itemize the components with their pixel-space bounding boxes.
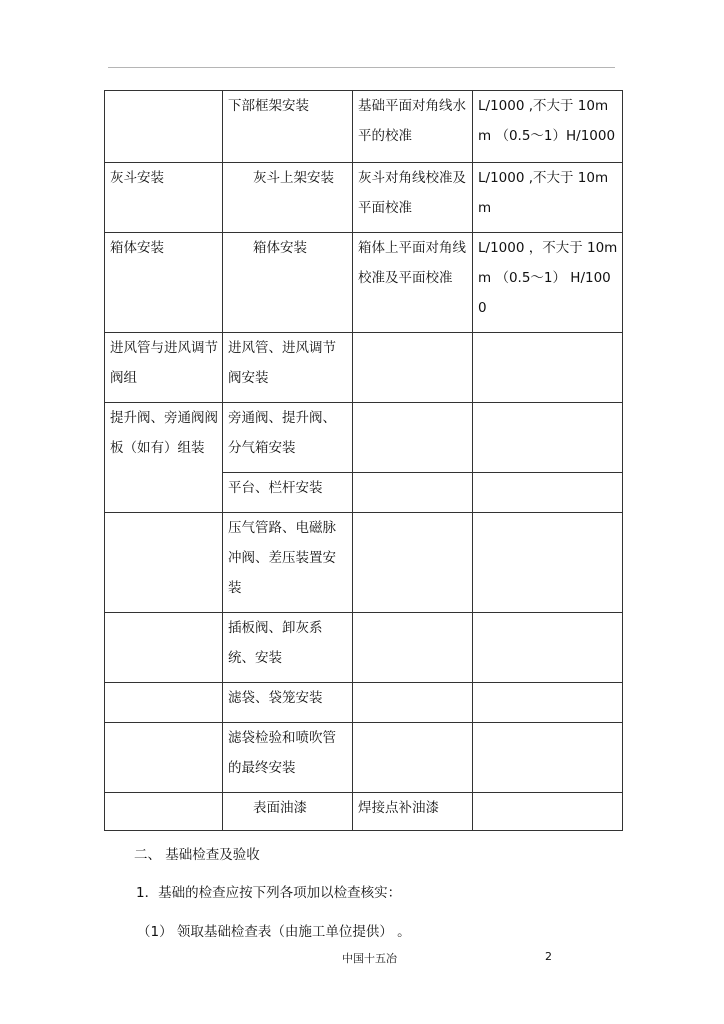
- table-cell: [473, 473, 623, 513]
- table-cell: 焊接点补油漆: [353, 793, 473, 831]
- table-cell: L/1000 ，不大于 10mm （0.5～1） H/1000: [473, 233, 623, 333]
- table-cell: [353, 333, 473, 403]
- table-cell: [105, 723, 223, 793]
- header-rule: [108, 67, 615, 68]
- table-cell: [353, 613, 473, 683]
- table-cell: 箱体上平面对角线校准及平面校准: [353, 233, 473, 333]
- table-cell: L/1000 ,不大于 10mm （0.5～1）H/1000: [473, 91, 623, 163]
- table-cell: [473, 333, 623, 403]
- table-cell: [473, 613, 623, 683]
- paragraph: 1．基础的检查应按下列各项加以检查核实：: [136, 885, 402, 901]
- table-cell: 基础平面对角线水平的校准: [353, 91, 473, 163]
- table-cell: [473, 403, 623, 473]
- table-cell: 滤袋、袋笼安装: [223, 683, 353, 723]
- table-row: [105, 163, 623, 233]
- table-cell: 下部框架安装: [223, 91, 353, 163]
- table-cell: [473, 513, 623, 613]
- table-cell: [105, 613, 223, 683]
- table-cell: [105, 793, 223, 831]
- table-cell: 灰斗对角线校准及平面校准: [353, 163, 473, 233]
- table-cell: 箱体安装: [223, 233, 353, 333]
- table-cell: L/1000 ,不大于 10mm: [473, 163, 623, 233]
- table-cell: [105, 91, 223, 163]
- table-row: [105, 333, 623, 403]
- table-cell: 箱体安装: [105, 233, 223, 333]
- page-number: 2: [545, 950, 552, 963]
- table-cell: 旁通阀、提升阀、分气箱安装: [223, 403, 353, 473]
- table-cell: 压气管路、电磁脉冲阀、差压装置安装: [223, 513, 353, 613]
- table-cell: [353, 403, 473, 473]
- table-cell: [473, 683, 623, 723]
- table-row: [105, 723, 623, 793]
- table-row: [105, 403, 623, 473]
- table-cell: [105, 683, 223, 723]
- table-cell: 提升阀、旁通阀阀板（如有）组装: [105, 403, 223, 513]
- paragraph: （1） 领取基础检查表（由施工单位提供） 。: [137, 924, 411, 940]
- table-cell: [353, 723, 473, 793]
- table-cell: 插板阀、卸灰系统、安装: [223, 613, 353, 683]
- table-cell: 灰斗安装: [105, 163, 223, 233]
- table-cell: [353, 683, 473, 723]
- table-cell: [353, 513, 473, 613]
- table-row: [105, 233, 623, 333]
- table-row: [105, 793, 623, 831]
- section-heading: 二、 基础检查及验收: [134, 847, 260, 863]
- table-cell: 灰斗上架安装: [223, 163, 353, 233]
- table-cell: 进风管与进风调节阀组: [105, 333, 223, 403]
- table-cell: 表面油漆: [223, 793, 353, 831]
- table-row: [105, 613, 623, 683]
- table-cell: 进风管、进风调节阀安装: [223, 333, 353, 403]
- table-row: [105, 683, 623, 723]
- footer-organization: 中国十五冶: [342, 952, 397, 965]
- table-cell: [473, 723, 623, 793]
- table-cell: 滤袋检验和喷吹管的最终安装: [223, 723, 353, 793]
- installation-spec-table: [104, 90, 623, 831]
- table-cell: [105, 513, 223, 613]
- table-row: [105, 91, 623, 163]
- table-row: [105, 513, 623, 613]
- table-cell: [473, 793, 623, 831]
- table-cell: 平台、栏杆安装: [223, 473, 353, 513]
- table-cell: [353, 473, 473, 513]
